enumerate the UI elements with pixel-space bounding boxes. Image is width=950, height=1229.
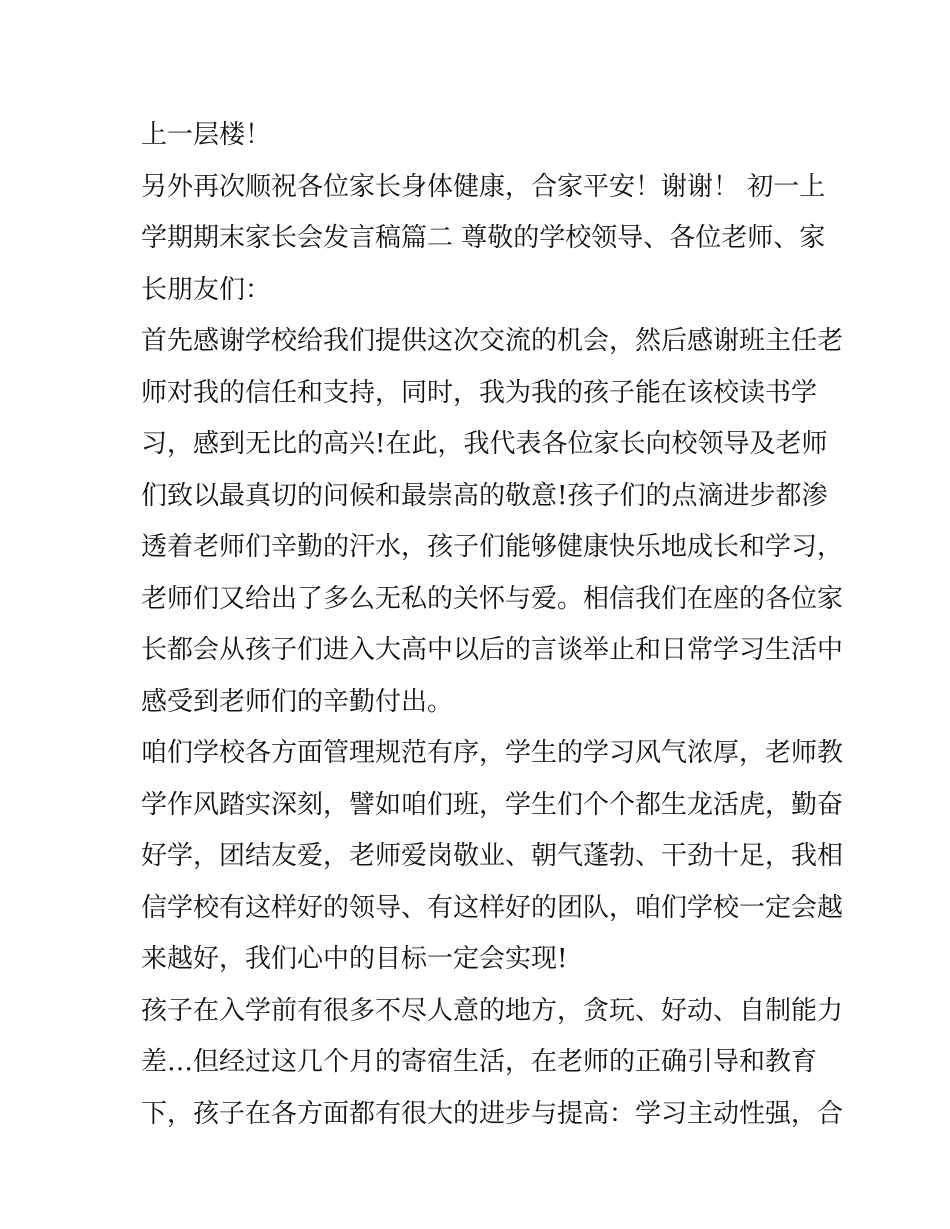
text-line: 孩子在入学前有很多不尽人意的地方，贪玩、好动、自制能力	[141, 995, 844, 1026]
speech-text	[141, 110, 844, 1140]
text-line: 好学，团结友爱，老师爱岗敬业、朝气蓬勃、干劲十足，我相	[141, 841, 844, 871]
text-line: 学期期末家长会发言稿篇二 尊敬的学校领导、各位老师、家	[141, 223, 826, 253]
text-line: 长都会从孩子们进入大高中以后的言谈举止和日常学习生活中	[141, 635, 844, 665]
text-line: 差…但经过这几个月的寄宿生活，在老师的正确引导和教育	[141, 1047, 818, 1077]
text-line: 信学校有这样好的领导、有这样好的团队，咱们学校一定会越	[141, 892, 844, 923]
text-line: 上一层楼！	[141, 120, 272, 150]
text-line: 们致以最真切的问候和最崇高的敬意!孩子们的点滴进步都渗	[141, 480, 828, 511]
text-line: 习，感到无比的高兴!在此，我代表各位家长向校领导及老师	[141, 429, 828, 459]
text-line: 长朋友们：	[141, 274, 272, 305]
text-line: 首先感谢学校给我们提供这次交流的机会，然后感谢班主任老	[141, 326, 844, 356]
text-line: 另外再次顺祝各位家长身体健康，合家平安！谢谢！ 初一上	[141, 171, 826, 202]
text-line: 感受到老师们的辛勤付出。	[141, 686, 454, 717]
text-line: 师对我的信任和支持，同时，我为我的孩子能在该校读书学	[141, 377, 818, 408]
text-line: 下，孩子在各方面都有很大的进步与提高：学习主动性强，合	[141, 1098, 844, 1129]
text-line: 老师们又给出了多么无私的关怀与爱。相信我们在座的各位家	[141, 583, 844, 614]
text-line: 来越好，我们心中的目标一定会实现!	[141, 944, 568, 974]
text-line: 学作风踏实深刻，譬如咱们班，学生们个个都生龙活虎，勤奋	[141, 789, 844, 820]
text-line: 透着老师们辛勤的汗水，孩子们能够健康快乐地成长和学习，	[141, 532, 844, 562]
text-line: 咱们学校各方面管理规范有序，学生的学习风气浓厚，老师教	[141, 738, 844, 768]
